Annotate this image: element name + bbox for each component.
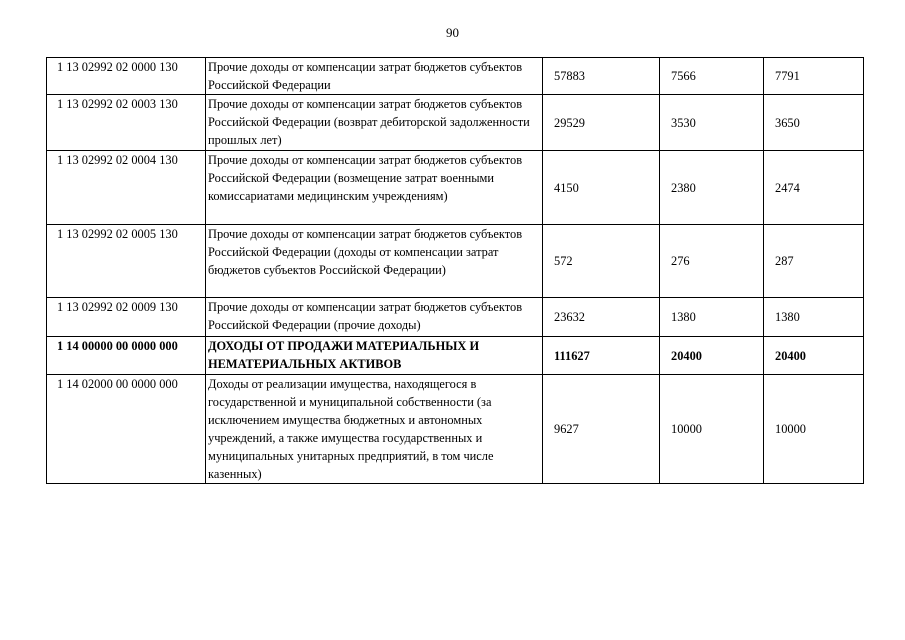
revenue-table — [46, 57, 864, 484]
budget-code: 1 14 02000 00 0000 000 — [47, 375, 206, 484]
value-col-1: 572 — [543, 225, 660, 298]
table-row — [47, 95, 864, 151]
page-number: 90 — [446, 25, 459, 40]
value-col-3: 3650 — [764, 95, 864, 151]
value-col-2: 2380 — [660, 151, 764, 225]
value-col-3: 1380 — [764, 298, 864, 337]
value-col-2: 1380 — [660, 298, 764, 337]
table-row-section-total — [47, 337, 864, 375]
table-row — [47, 58, 864, 95]
value-col-2: 10000 — [660, 375, 764, 484]
revenue-name: ДОХОДЫ ОТ ПРОДАЖИ МАТЕРИАЛЬНЫХ И НЕМАТЕРИАЛЬНЫХ АКТИВОВ — [206, 337, 543, 375]
budget-code: 1 13 02992 02 0004 130 — [47, 151, 206, 225]
table-row — [47, 298, 864, 337]
revenue-name: Прочие доходы от компенсации затрат бюджетов субъектов Российской Федерации (прочие доходы) — [206, 298, 543, 337]
budget-code: 1 13 02992 02 0005 130 — [47, 225, 206, 298]
table-row — [47, 225, 864, 298]
value-col-3: 2474 — [764, 151, 864, 225]
value-col-2: 20400 — [660, 337, 764, 375]
revenue-name: Прочие доходы от компенсации затрат бюджетов субъектов Российской Федерации (доходы от компенсации затрат бюджетов субъектов Российской Федерации) — [206, 225, 543, 298]
value-col-1: 9627 — [543, 375, 660, 484]
revenue-name: Доходы от реализации имущества, находящегося в государственной и муниципальной собственности (за исключением имущества бюджетных и автономных учреждений, а также имущества государственных и муниципальных унитарных предприятий, в том числе казенных) — [206, 375, 543, 484]
budget-code: 1 14 00000 00 0000 000 — [47, 337, 206, 375]
value-col-3: 287 — [764, 225, 864, 298]
value-col-3: 10000 — [764, 375, 864, 484]
value-col-3: 7791 — [764, 58, 864, 95]
value-col-1: 23632 — [543, 298, 660, 337]
value-col-1: 4150 — [543, 151, 660, 225]
table-row — [47, 375, 864, 484]
value-col-2: 276 — [660, 225, 764, 298]
value-col-1: 111627 — [543, 337, 660, 375]
revenue-name: Прочие доходы от компенсации затрат бюджетов субъектов Российской Федерации (возмещение затрат военными комиссариатами медицинским учреждениям) — [206, 151, 543, 225]
budget-code: 1 13 02992 02 0009 130 — [47, 298, 206, 337]
value-col-3: 20400 — [764, 337, 864, 375]
value-col-2: 3530 — [660, 95, 764, 151]
table-row — [47, 151, 864, 225]
value-col-2: 7566 — [660, 58, 764, 95]
budget-code: 1 13 02992 02 0003 130 — [47, 95, 206, 151]
revenue-name: Прочие доходы от компенсации затрат бюджетов субъектов Российской Федерации (возврат дебиторской задолженности прошлых лет) — [206, 95, 543, 151]
budget-code: 1 13 02992 02 0000 130 — [47, 58, 206, 95]
revenue-name: Прочие доходы от компенсации затрат бюджетов субъектов Российской Федерации — [206, 58, 543, 95]
value-col-1: 29529 — [543, 95, 660, 151]
value-col-1: 57883 — [543, 58, 660, 95]
